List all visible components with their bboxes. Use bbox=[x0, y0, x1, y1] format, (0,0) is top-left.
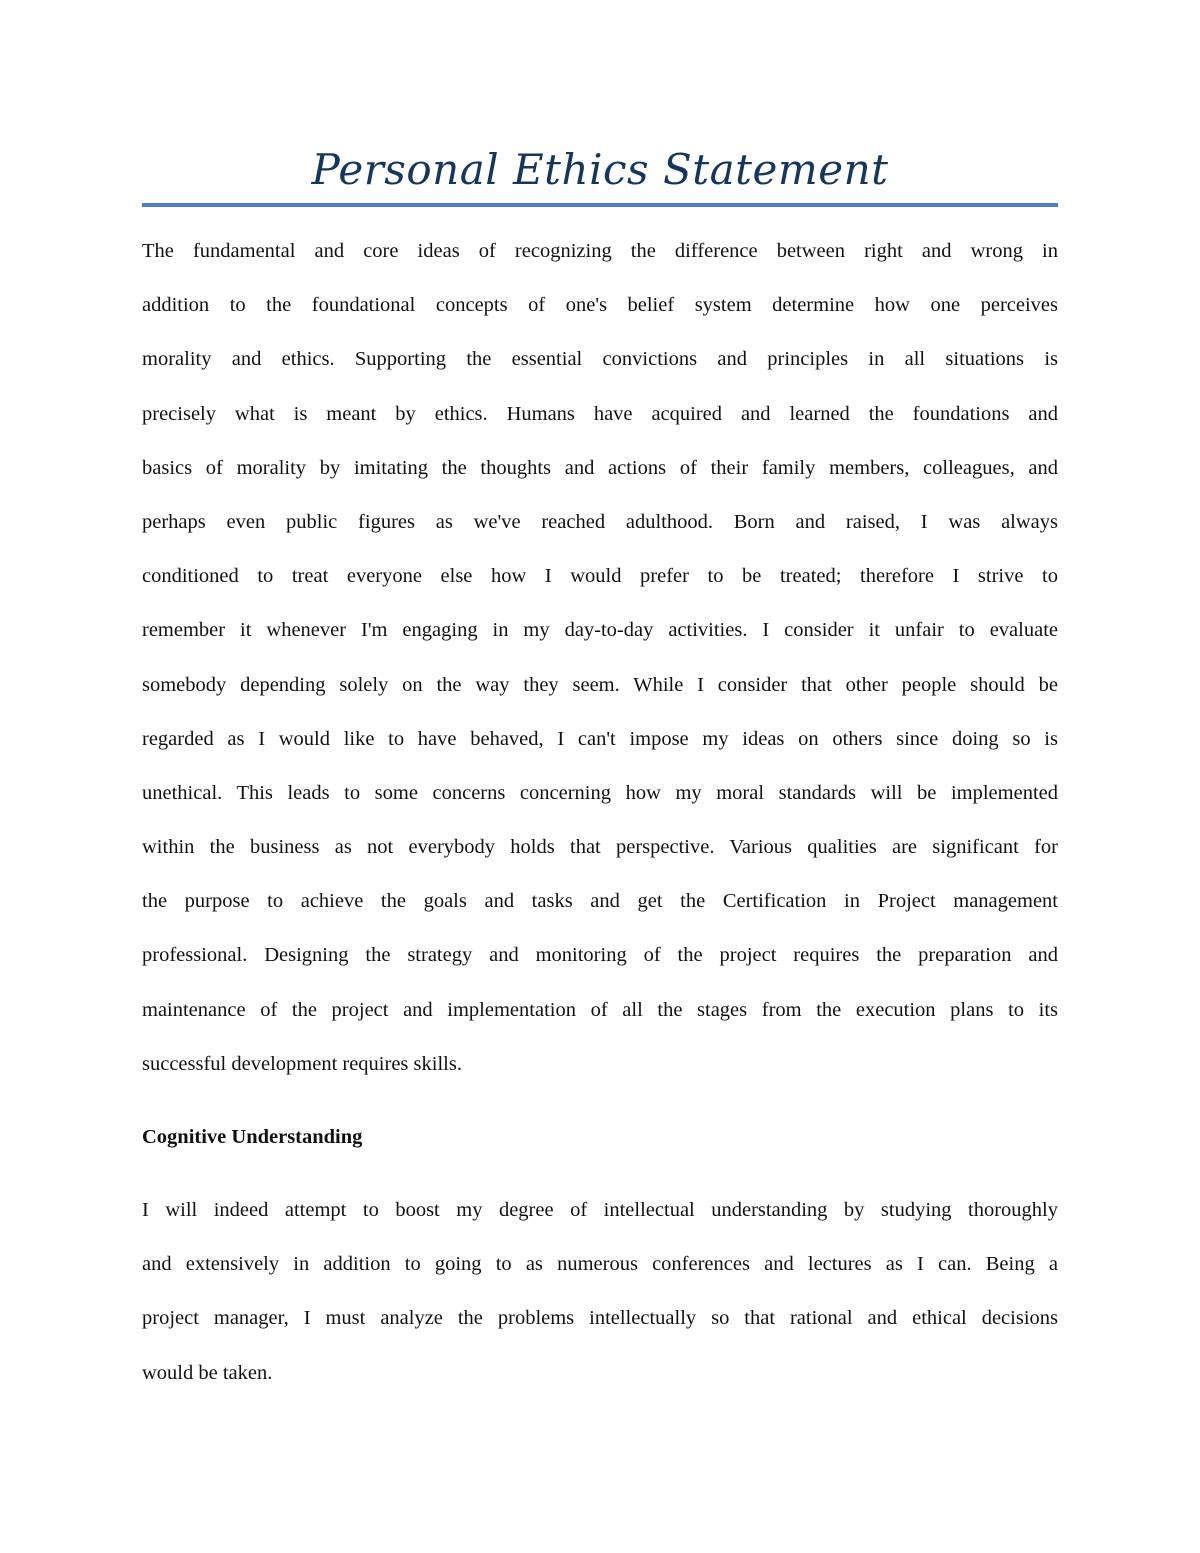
text-line: within the business as not everybody holds that perspective. Various qualities are significant for bbox=[142, 836, 1058, 859]
text-line: the purpose to achieve the goals and tasks and get the Certification in Project management bbox=[142, 890, 1058, 913]
text-line: would be taken. bbox=[142, 1361, 273, 1384]
text-line: and extensively in addition to going to as numerous conferences and lectures as I can. Being a bbox=[142, 1253, 1058, 1276]
text-line: regarded as I would like to have behaved, I can't impose my ideas on others since doing so is bbox=[142, 727, 1058, 750]
text-line: morality and ethics. Supporting the essential convictions and principles in all situations is bbox=[142, 348, 1058, 371]
title-underline bbox=[142, 203, 1058, 207]
text-line: successful development requires skills. bbox=[142, 1052, 462, 1075]
document-title: Personal Ethics Statement bbox=[311, 145, 889, 194]
text-line: maintenance of the project and implementation of all the stages from the execution plans to its bbox=[142, 998, 1058, 1021]
text-line: precisely what is meant by ethics. Humans have acquired and learned the foundations and bbox=[142, 402, 1058, 425]
paragraph-intro bbox=[142, 224, 1058, 1091]
text-line: remember it whenever I'm engaging in my day-to-day activities. I consider it unfair to evaluate bbox=[142, 619, 1058, 642]
text-line: professional. Designing the strategy and monitoring of the project requires the preparation and bbox=[142, 944, 1058, 967]
text-line: The fundamental and core ideas of recognizing the difference between right and wrong in bbox=[142, 240, 1058, 262]
text-line: somebody depending solely on the way they seem. While I consider that other people should be bbox=[142, 673, 1058, 696]
text-line: conditioned to treat everyone else how I would prefer to be treated; therefore I strive to bbox=[142, 565, 1058, 588]
section-heading: Cognitive Understanding bbox=[142, 1126, 363, 1148]
paragraph-cognitive-understanding bbox=[142, 1183, 1058, 1400]
text-line: I will indeed attempt to boost my degree of intellectual understanding by studying thoroughly bbox=[142, 1199, 1058, 1221]
text-line: perhaps even public figures as we've reached adulthood. Born and raised, I was always bbox=[142, 510, 1058, 533]
text-line: basics of morality by imitating the thoughts and actions of their family members, colleagues, and bbox=[142, 456, 1058, 479]
text-line: addition to the foundational concepts of one's belief system determine how one perceives bbox=[142, 294, 1058, 317]
text-line: unethical. This leads to some concerns concerning how my moral standards will be implemented bbox=[142, 781, 1058, 804]
text-line: project manager, I must analyze the problems intellectually so that rational and ethical decisions bbox=[142, 1307, 1058, 1330]
